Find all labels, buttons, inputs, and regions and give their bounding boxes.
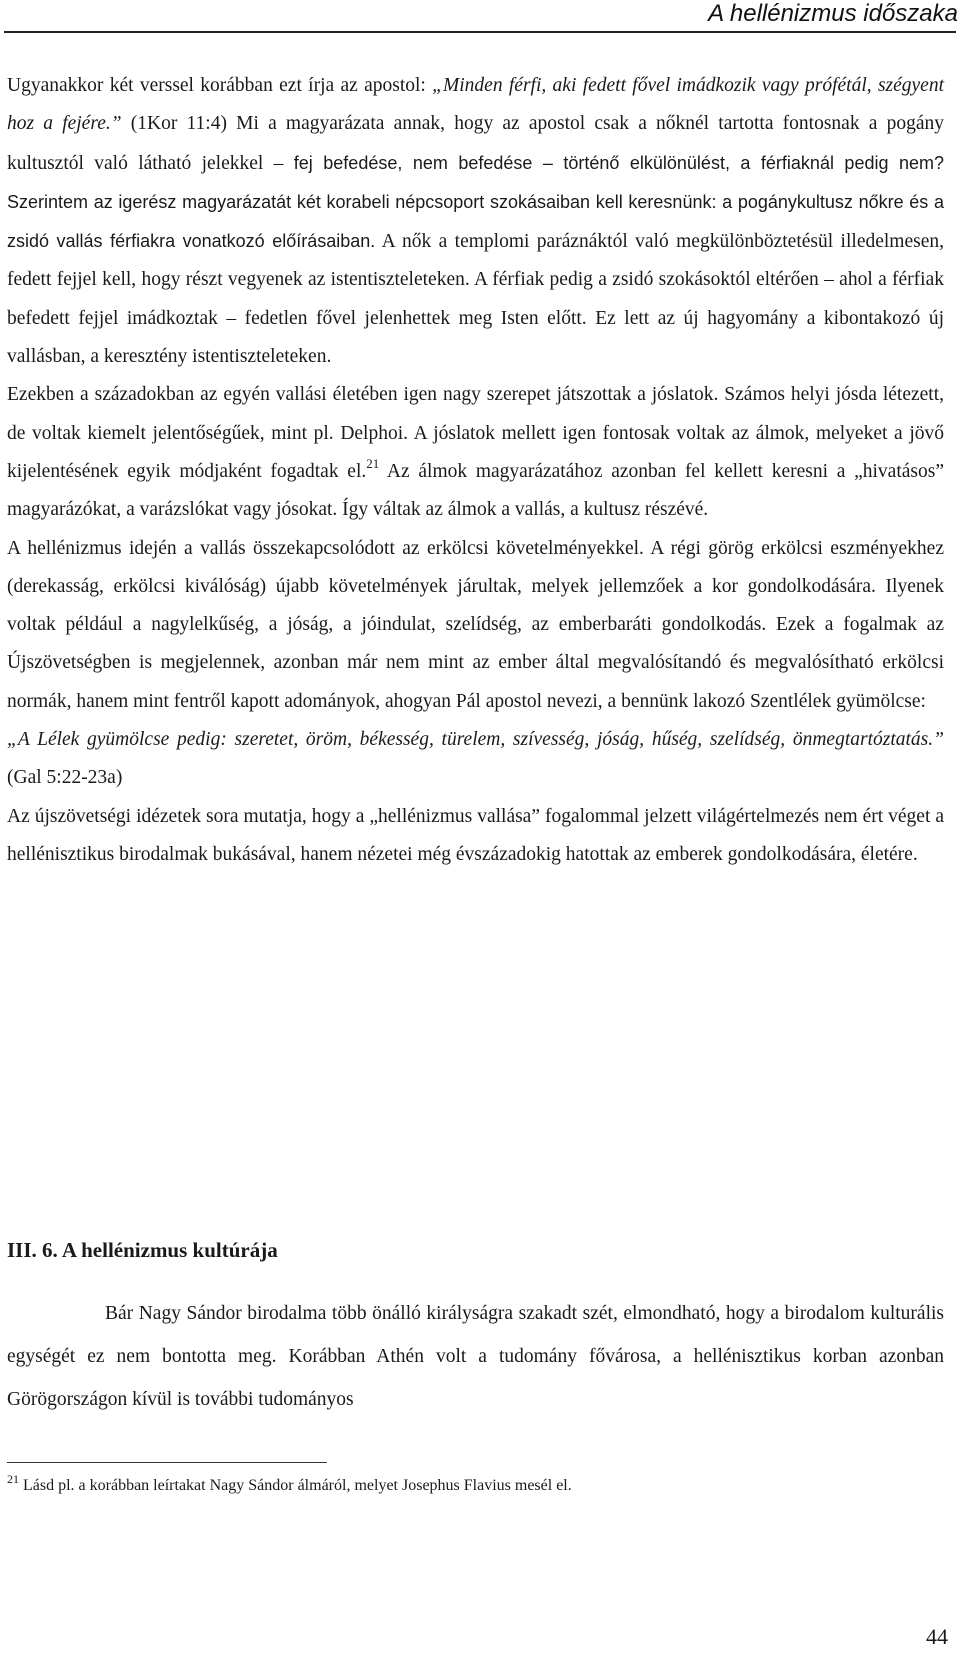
paragraph-2 [7, 376, 944, 529]
p1-text-1: Ugyanakkor két verssel korábban ezt írja az apostol: [7, 75, 433, 96]
body-text [7, 67, 944, 874]
gal-reference: (Gal 5:22-23a) [7, 767, 123, 789]
p1-sans-text: fej befedése, nem befedése – történő elkülönülést, a férfiaknál pedig nem? Szerintem az igerész magyarázatát két korabeli népcsoport szokásaiban kell keresnünk: a pogánykultusz nőkre és a zsidó vallás férfiakra vonatkozó előírásaiban. [7, 152, 944, 252]
header-divider [4, 31, 956, 33]
p1-text-2: (1Kor 11:4) Mi a magyarázata annak, hogy az apostol csak a nőknél tartotta fontosnak a pogány kultusztól való látható jelekkel – [7, 113, 944, 174]
p5-text: Az újszövetségi idézetek sora mutatja, hogy a „hellénizmus vallása” fogalommal jelzett világértelmezés nem ért véget a hellénisztikus birodalmak bukásával, hanem nézetei még évszázadokig hatottak az emberek gondolkodására, életére. [7, 805, 944, 865]
running-title: A hellénizmus időszaka [708, 0, 958, 27]
section-heading: III. 6. A hellénizmus kultúrája [7, 1238, 278, 1262]
p2-text-2: Az álmok magyarázatához azonban fel kellett keresni a „hivatásos” magyarázókat, a varázslókat vagy jósokat. Így váltak az álmok a vallás, a kultusz részévé. [7, 460, 944, 521]
section-paragraph: Bár Nagy Sándor birodalma több önálló királyságra szakadt szét, elmondható, hogy a birodalom kulturális egységét ez nem bontotta meg. Korábban Athén volt a tudomány fővárosa, a hellénisztikus korban azonban Görögországon kívül is további tudományos [7, 1303, 944, 1410]
paragraph-3 [7, 530, 944, 721]
footnote-ref-21[interactable]: 21 [366, 455, 380, 471]
paragraph-1 [7, 67, 944, 376]
paragraph-5 [7, 798, 944, 875]
p1-text-3: A nők a templomi paráznáktól való megkülönböztetésül illedelmesen, fedett fejjel kell, hogy részt vegyenek az istentiszteleteken. A férfiak pedig a zsidó szokásoktól eltérően – ahol a férfiak befedett fejjel imádkoztak – fedetlen fővel jelenhettek meg Isten előtt. Ez lett az új hagyomány a kibontakozó új vallásban, a keresztény istentiszteleteken. [7, 231, 944, 368]
paragraph-4 [7, 721, 944, 798]
p2-text-1: Ezekben a századokban az egyén vallási életében igen nagy szerepet játszottak a jóslatok. Számos helyi jósda létezett, de voltak kiemelt jelentőségűek, mint pl. Delphoi. A jóslatok mellett igen fontosak voltak az álmok, melyeket a jövő kijelentésének egyik módjaként fogadtak el. [7, 384, 944, 482]
footnote [7, 1474, 944, 1498]
page-header [0, 0, 960, 32]
footnote-divider [7, 1462, 327, 1463]
p3-text: A hellénizmus idején a vallás összekapcsolódott az erkölcsi követelményekkel. A régi görög erkölcsi eszményekhez (derekasság, erkölcsi kiválóság) újabb követelmények járultak, melyek jellemzőek a kor gondolkodására. Ilyenek voltak például a nagylelkűség, a jóság, a jóindulat, szelídség, az emberbaráti gondolkodás. Ezek a fogalmak az Újszövetségben is megjelennek, azonban már nem mint az ember által megvalósítandó és megvalósítható erkölcsi normák, hanem mint fentről kapott adományok, ahogyan Pál apostol nevezi, a bennünk lakozó Szentlélek gyümölcse: [7, 537, 944, 712]
gal-quote: „A Lélek gyümölcse pedig: szeretet, öröm, békesség, türelem, szívesség, jóság, hűség, szelídség, önmegtartóztatás.” [7, 729, 944, 751]
footnote-text: Lásd pl. a korábban leírtakat Nagy Sándor álmáról, melyet Josephus Flavius mesél el. [19, 1477, 572, 1494]
p1-quote: „Minden férfi, aki fedett fővel imádkozik vagy prófétál, szégyent hoz a fejére.” [7, 75, 944, 135]
page-number: 44 [926, 1624, 948, 1649]
footnote-number: 21 [7, 1472, 19, 1486]
